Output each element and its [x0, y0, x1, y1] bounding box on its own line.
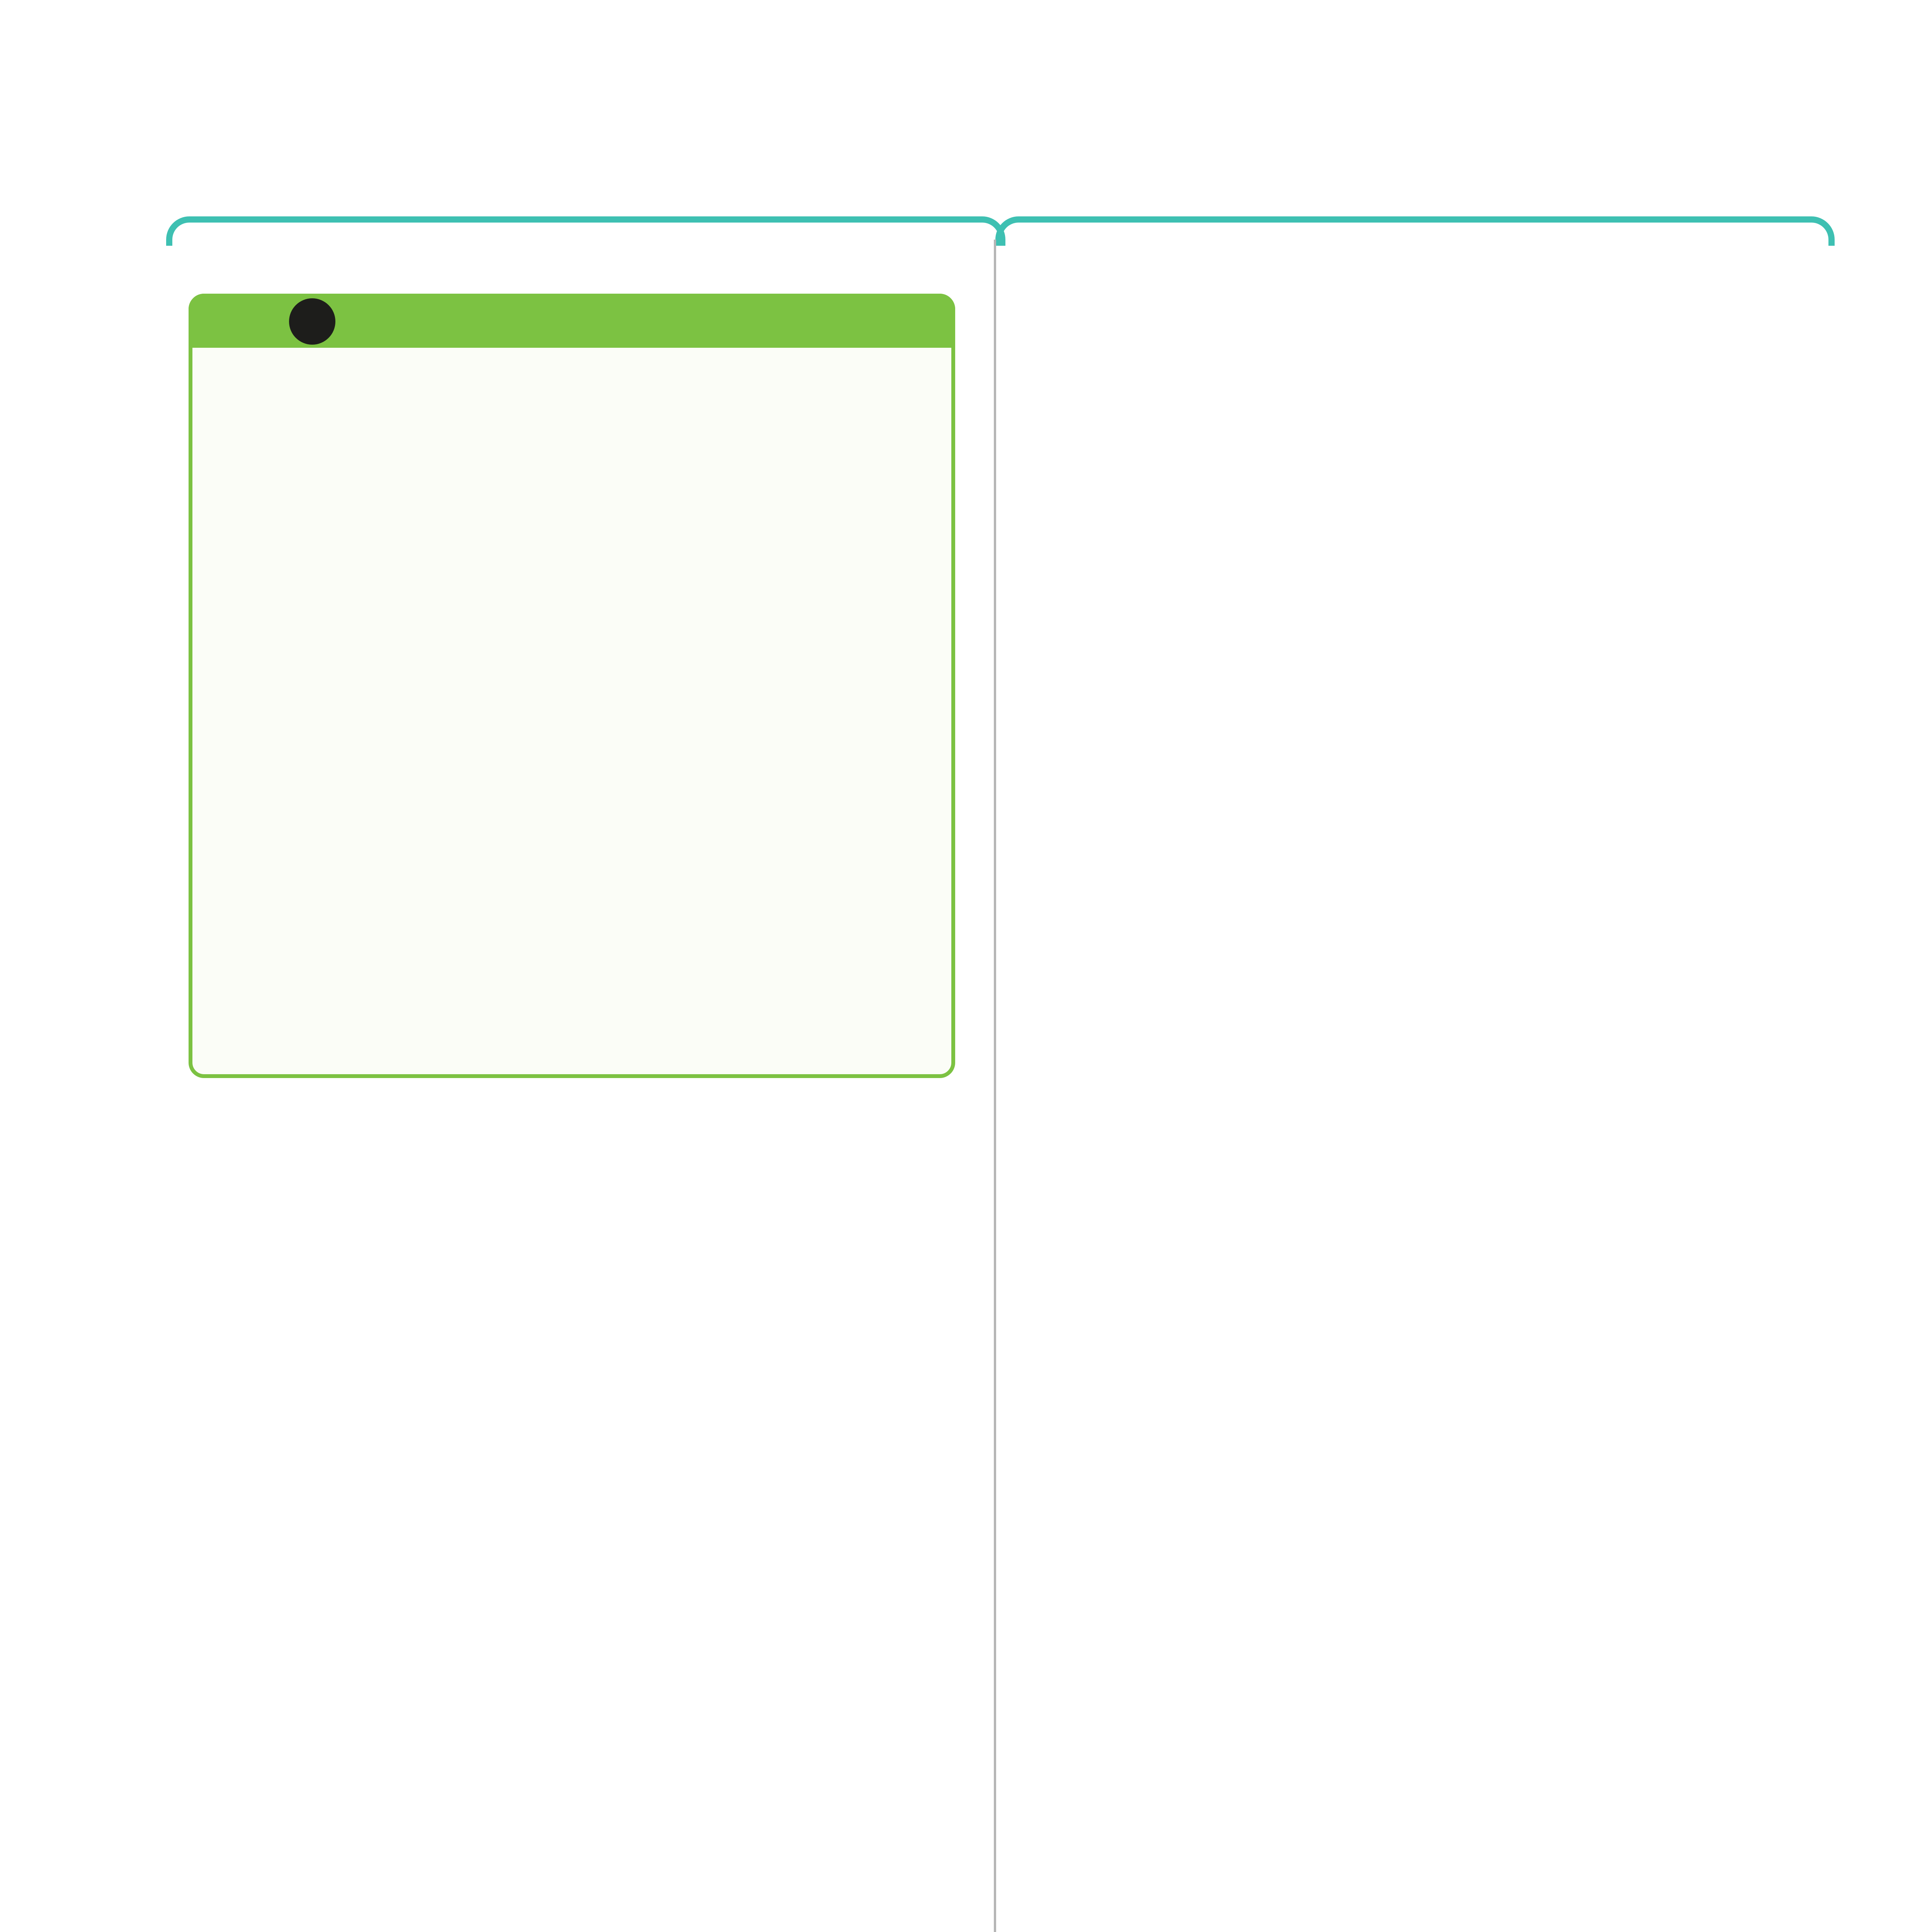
answer-item [366, 750, 375, 786]
answer-row [192, 657, 927, 699]
answer-item [216, 456, 224, 492]
answer-item [216, 599, 224, 635]
right-solution-column [1043, 263, 1835, 278]
answer-item [216, 939, 224, 975]
answer-item [521, 703, 529, 739]
answer-row [192, 796, 927, 838]
answer-item [675, 750, 684, 786]
answer-item [830, 657, 838, 693]
answer-item [521, 750, 529, 786]
answer-item [675, 410, 684, 446]
answer-item [366, 549, 375, 585]
answer-item [521, 502, 529, 538]
answer-item [216, 750, 224, 786]
answer-item [830, 893, 838, 929]
answer-row [192, 893, 927, 935]
answer-item [521, 796, 529, 832]
answer-item [830, 549, 838, 585]
answer-item [675, 703, 684, 739]
answer-row [192, 939, 927, 981]
answer-item [521, 599, 529, 635]
answer-row [192, 363, 927, 406]
step-header [189, 294, 955, 348]
answer-item [675, 599, 684, 635]
answer-item [830, 502, 838, 538]
answer-row [192, 599, 927, 641]
answer-item [366, 502, 375, 538]
answer-item [216, 410, 224, 446]
answer-item [521, 456, 529, 492]
step-number-badge [289, 298, 335, 345]
answer-item [366, 657, 375, 693]
answer-row [192, 456, 927, 498]
answer-row [192, 703, 927, 746]
answer-item [521, 657, 529, 693]
answer-item [521, 549, 529, 585]
answer-item [216, 842, 224, 878]
answer-item [216, 796, 224, 832]
answer-row [192, 549, 927, 591]
answer-item [830, 456, 838, 492]
answer-item [216, 893, 224, 929]
answer-row [192, 502, 927, 545]
answer-item [216, 363, 224, 399]
answer-item [830, 796, 838, 832]
answer-item [366, 456, 375, 492]
left-solution-column [189, 1121, 981, 1130]
answer-item [675, 456, 684, 492]
answer-item [366, 703, 375, 739]
answer-item [675, 893, 684, 929]
top-bracket-left [166, 216, 1005, 246]
answer-item [675, 842, 684, 878]
answer-item [675, 549, 684, 585]
answer-row [192, 842, 927, 885]
column-divider [994, 240, 996, 1932]
answer-item [675, 796, 684, 832]
answer-item [216, 549, 224, 585]
answer-row [192, 750, 927, 792]
answer-item [675, 502, 684, 538]
answer-item [216, 502, 224, 538]
answer-item [830, 599, 838, 635]
answer-summary-box [189, 294, 955, 1078]
answer-row [192, 410, 927, 452]
answer-item [675, 657, 684, 693]
answer-item [216, 703, 224, 739]
top-bracket-right [995, 216, 1835, 246]
answer-item [216, 657, 224, 693]
answer-item [366, 796, 375, 832]
